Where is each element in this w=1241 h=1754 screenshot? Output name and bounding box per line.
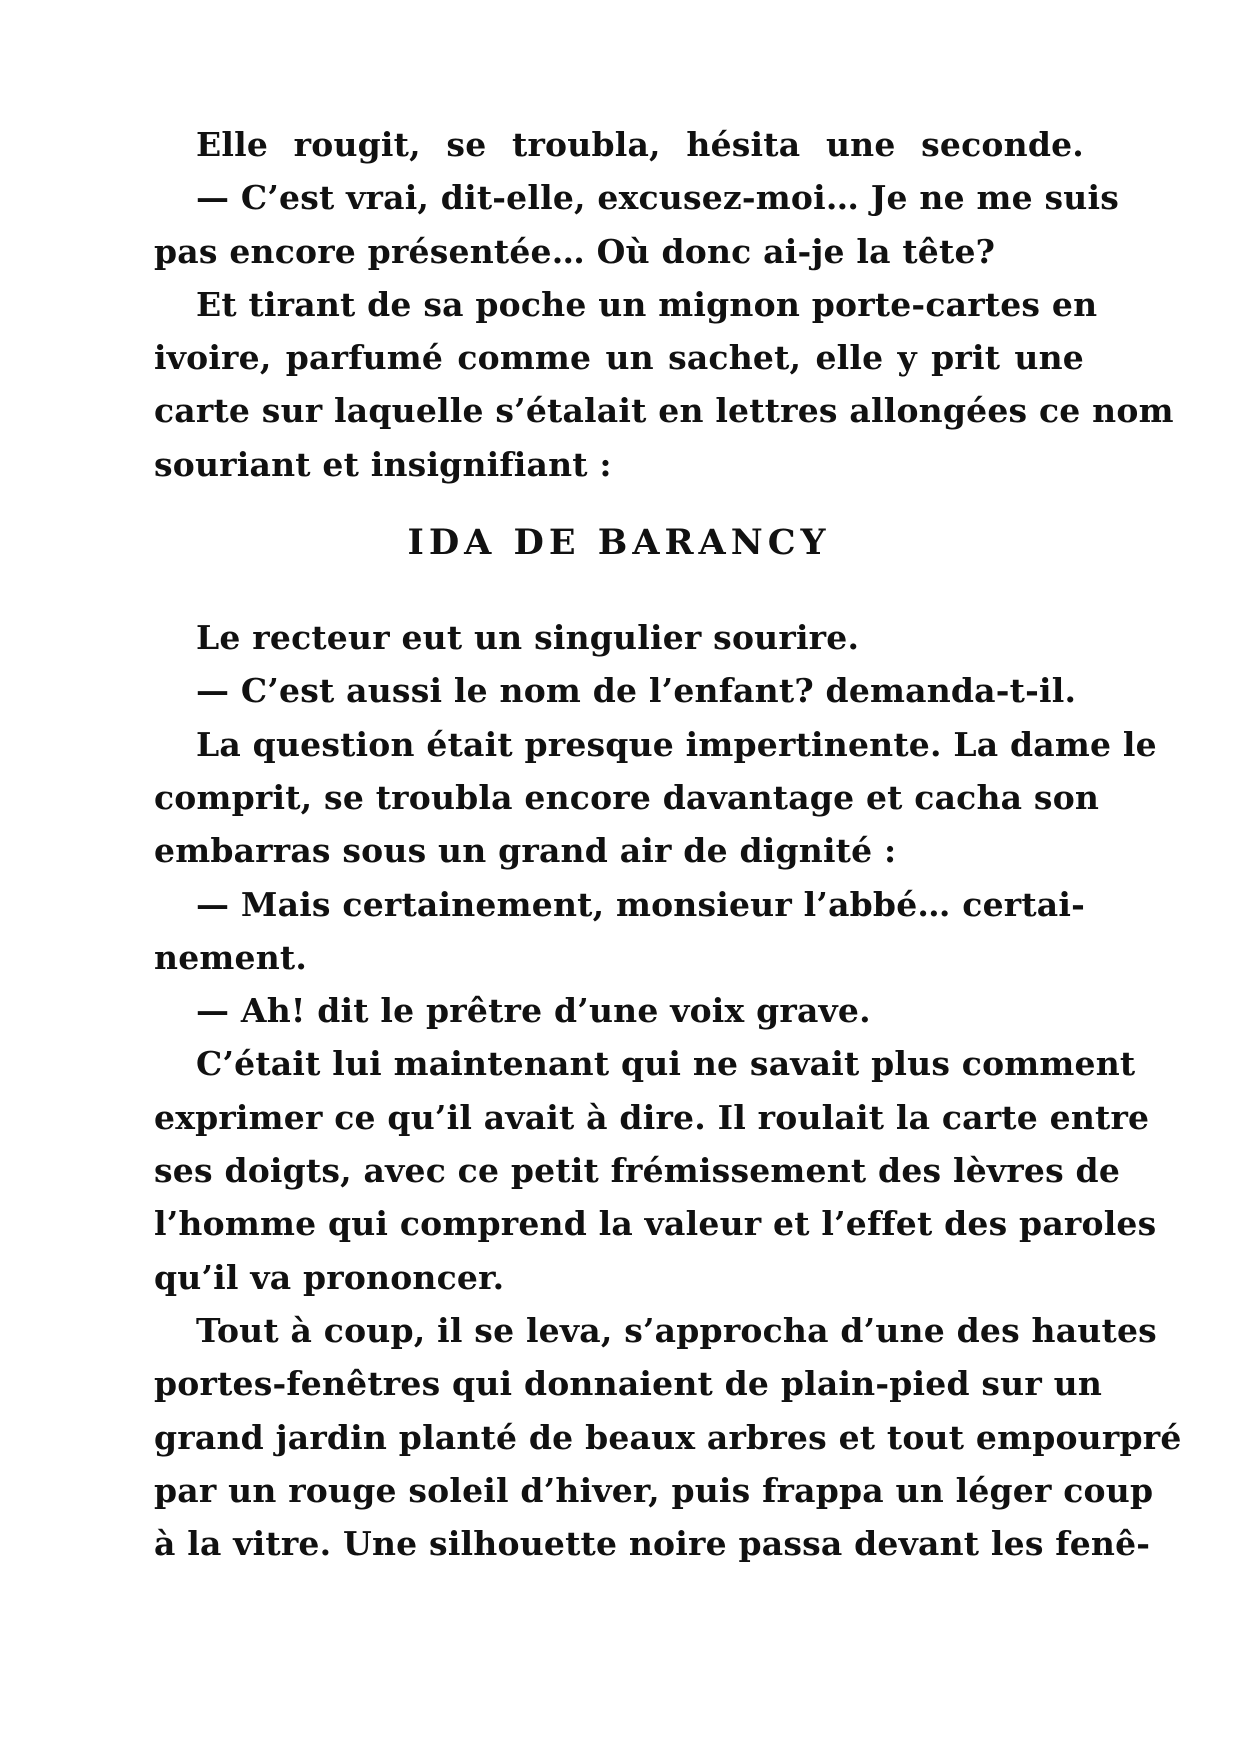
text-line: embarras sous un grand air de dignité : [154,831,897,871]
text-line: C’était lui maintenant qui ne savait plus comment [196,1044,1136,1084]
text-line: Et tirant de sa poche un mignon porte-cartes en [196,284,1098,324]
text-line: souriant et insignifiant : [154,444,612,484]
text-line: grand jardin planté de beaux arbres et tout empourpré [154,1417,1182,1457]
text-line: Elle rougit, se troubla, hésita une seconde. [196,125,1084,164]
text-line: par un rouge soleil d’hiver, puis frappa un léger coup [154,1470,1154,1510]
text-line: — Mais certainement, monsieur l’abbé… certai- [196,884,1086,924]
text-line: pas encore présentée… Où donc ai-je la tête? [154,231,996,271]
text-line: qu’il va prononcer. [154,1257,505,1297]
text-line: — C’est vrai, dit-elle, excusez-moi… Je ne me suis [196,178,1119,218]
text-line: portes-fenêtres qui donnaient de plain-pied sur un [154,1364,1103,1404]
text-line: l’homme qui comprend la valeur et l’effet des paroles [154,1204,1157,1244]
text-line: carte sur laquelle s’étalait en lettres allongées ce nom [154,391,1174,431]
card-name-title: IDA DE BARANCY [407,522,831,564]
text-line: — Ah! dit le prêtre d’une voix grave. [196,991,871,1031]
text-line: — C’est aussi le nom de l’enfant? demanda-t-il. [196,671,1077,711]
text-line: Le recteur eut un singulier sourire. [196,618,860,658]
text-line: La question était presque impertinente. La dame le [196,724,1157,764]
text-line: comprit, se troubla encore davantage et cacha son [154,777,1100,817]
page-text [154,118,1182,1570]
text-line: Tout à coup, il se leva, s’approcha d’une des hautes [196,1310,1157,1350]
text-line: ivoire, parfumé comme un sachet, elle y prit une [154,338,1084,378]
text-line: nement. [154,937,308,977]
text-line: à la vitre. Une silhouette noire passa devant les fenê- [154,1524,1151,1564]
text-line: exprimer ce qu’il avait à dire. Il roulait la carte entre [154,1097,1150,1137]
text-line: ses doigts, avec ce petit frémissement des lèvres de [154,1151,1121,1191]
